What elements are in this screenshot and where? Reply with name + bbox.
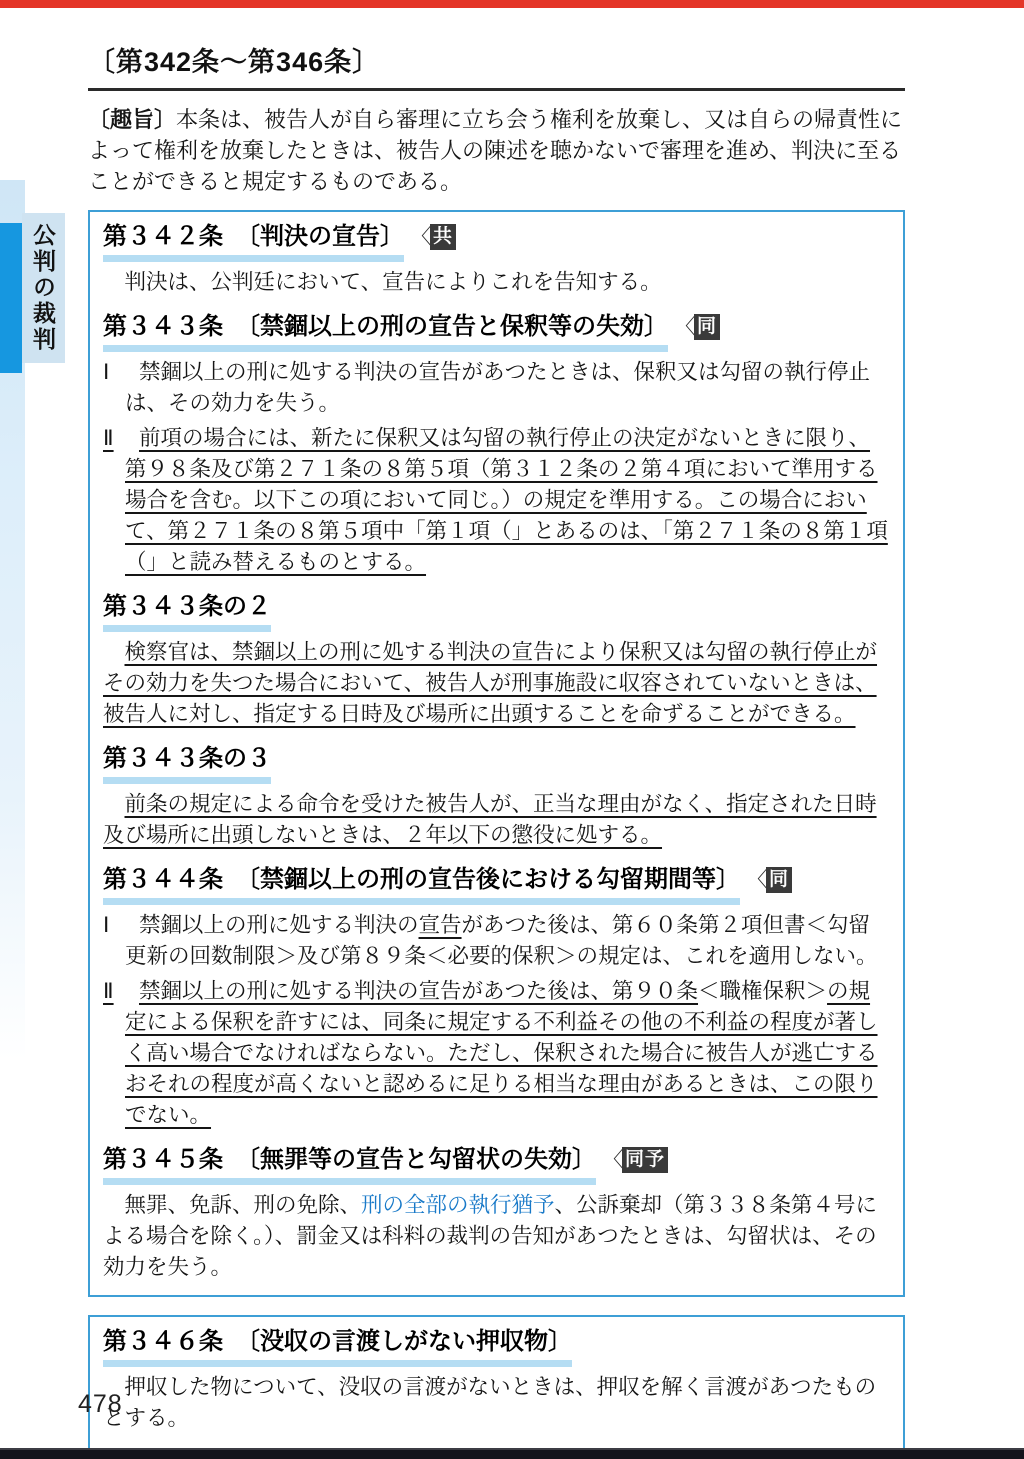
purpose-label: 〔趣旨〕 bbox=[88, 107, 177, 132]
article-box-342-345 bbox=[88, 210, 905, 1297]
article-344-item-2: Ⅱ 禁錮以上の刑に処する判決の宣告があつた後は、第９０条＜職権保釈＞の規定による保釈を許すには、同条に規定する不利益その他の不利益の程度が著しく高い場合でなければならない。ただし、保釈された場合に被告人が逃亡するおそれの程度が高くないと認めるに足りる相当な理由があるときは、この限りでない。 bbox=[103, 979, 878, 1127]
related-law-badge-icon bbox=[602, 1146, 668, 1173]
article-343-title: 〔禁錮以上の刑の宣告と保釈等の失効〕 bbox=[236, 313, 668, 340]
sidebar-section-tab bbox=[22, 213, 65, 363]
badge-dou-icon: 同 bbox=[766, 867, 792, 893]
article-343-3-body: 前条の規定による命令を受けた被告人が、正当な理由がなく、指定された日時及び場所に出頭しないときは、２年以下の懲役に処する。 bbox=[103, 792, 877, 847]
article-343-2-body: 検察官は、禁錮以上の刑に処する判決の宣告により保釈又は勾留の執行停止がその効力を失つた場合において、被告人が刑事施設に収容されていないときは、被告人に対し、指定する日時及び場所に出頭することを命ずることができる。 bbox=[103, 640, 878, 726]
page-number: 478 bbox=[78, 1390, 123, 1418]
sidebar-blue-block bbox=[0, 223, 22, 373]
article-345-body: 無罪、免訴、刑の免除、刑の全部の執行猶予、公訴棄却（第３３８条第４号による場合を除く。）、罰金又は科料の裁判の告知があつたときは、勾留状は、その効力を失う。 bbox=[103, 1193, 878, 1279]
article-346-number: 第３４６条 bbox=[103, 1328, 223, 1355]
article-346-heading bbox=[103, 1327, 890, 1367]
badge-pointer-icon: 〈 bbox=[746, 867, 767, 892]
purpose-paragraph bbox=[88, 104, 905, 197]
article-344-heading bbox=[103, 865, 890, 905]
badge-pointer-icon: 〈 bbox=[410, 224, 431, 249]
article-343-item-2: Ⅱ 前項の場合には、新たに保釈又は勾留の執行停止の決定がないときに限り、第９８条及び第２７１条の８第５項（第３１２条の２第４項において準用する場合を含む。以下この項において同じ。）の規定を準用する。この場合において、第２７１条の８第５項中「第１項（」とあるのは、「第２７１条の８第１項（」と読み替えるものとする。 bbox=[103, 426, 888, 574]
badge-douyo-icon: 同予 bbox=[622, 1147, 668, 1173]
related-law-badge-icon bbox=[674, 313, 720, 340]
purpose-text: 本条は、被告人が自ら審理に立ち会う権利を放棄し、又は自らの帰責性によって権利を放棄したときは、被告人の陳述を聴かないで審理を進め、判決に至ることができると規定するものである。 bbox=[88, 107, 903, 194]
article-343-item-1: Ⅰ 禁錮以上の刑に処する判決の宣告があつたときは、保釈又は勾留の執行停止は、その効力を失う。 bbox=[103, 360, 871, 415]
related-law-badge-icon bbox=[746, 866, 792, 893]
top-color-bar bbox=[0, 0, 1024, 8]
article-344-item-1: Ⅰ 禁錮以上の刑に処する判決の宣告があつた後は、第６０条第２項但書＜勾留更新の回数制限＞及び第８９条＜必要的保釈＞の規定は、これを適用しない。 bbox=[103, 913, 878, 968]
badge-dou-icon: 同 bbox=[694, 314, 720, 340]
article-342-title: 〔判決の宣告〕 bbox=[236, 223, 404, 250]
article-346-title: 〔没収の言渡しがない押収物〕 bbox=[236, 1328, 572, 1355]
article-box-346 bbox=[88, 1315, 905, 1450]
article-345-title: 〔無罪等の宣告と勾留状の失効〕 bbox=[236, 1146, 596, 1173]
article-345-number: 第３４５条 bbox=[103, 1146, 223, 1173]
related-law-badge-icon bbox=[410, 223, 456, 250]
article-343-heading bbox=[103, 312, 890, 352]
bottom-color-bar bbox=[0, 1448, 1024, 1459]
sidebar-section-label: 公判の裁判 bbox=[30, 223, 56, 353]
article-342-heading bbox=[103, 222, 890, 262]
article-342-body: 判決は、公判廷において、宣告によりこれを告知する。 bbox=[124, 270, 662, 294]
article-343-3-heading bbox=[103, 744, 890, 784]
article-343-number: 第３４３条 bbox=[103, 313, 223, 340]
article-345-heading bbox=[103, 1145, 890, 1185]
main-content bbox=[88, 40, 905, 1450]
article-346-body: 押収した物について、没収の言渡がないときは、押収を解く言渡があつたものとする。 bbox=[103, 1375, 877, 1430]
article-343-3-number: 第３４３条の３ bbox=[103, 745, 271, 772]
badge-pointer-icon: 〈 bbox=[674, 314, 695, 339]
article-342-number: 第３４２条 bbox=[103, 223, 223, 250]
article-344-number: 第３４４条 bbox=[103, 866, 223, 893]
highlighted-term: 刑の全部の執行猶予 bbox=[361, 1193, 555, 1217]
badge-kyou-icon: 共 bbox=[430, 224, 456, 250]
article-343-2-heading bbox=[103, 592, 890, 632]
article-344-title: 〔禁錮以上の刑の宣告後における勾留期間等〕 bbox=[236, 866, 740, 893]
page-title: 〔第342条～第346条〕 bbox=[88, 47, 381, 77]
badge-pointer-icon: 〈 bbox=[602, 1147, 623, 1172]
header-rule bbox=[88, 88, 905, 91]
article-343-2-number: 第３４３条の２ bbox=[103, 593, 271, 620]
